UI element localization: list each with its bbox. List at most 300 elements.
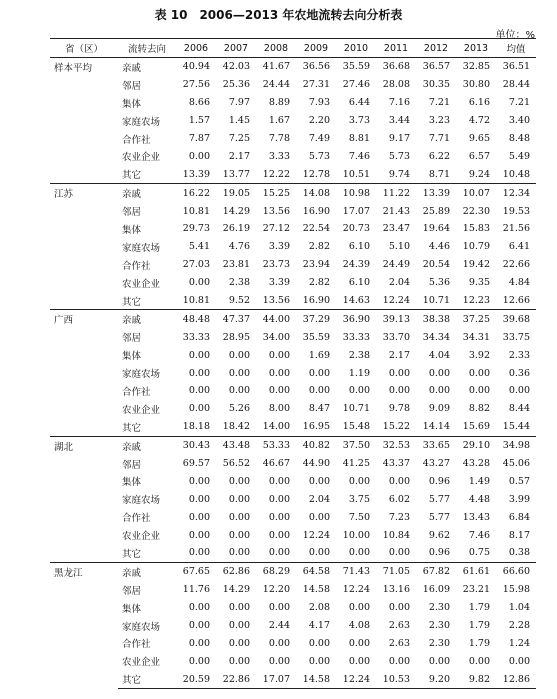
- value-cell: 7.49: [308, 133, 330, 144]
- value-cell: 27.46: [342, 79, 370, 91]
- value-cell: 0.00: [468, 655, 490, 667]
- value-cell: 0.00: [388, 602, 410, 614]
- value-cell: 7.97: [228, 97, 250, 109]
- destination-cell: 邻居: [122, 459, 142, 471]
- value-cell: 4.72: [468, 115, 490, 127]
- destination-cell: 集体: [122, 477, 142, 489]
- value-cell: 5.36: [428, 277, 450, 289]
- value-cell: 8.17: [508, 529, 530, 541]
- value-cell: 20.73: [342, 223, 370, 235]
- table-row: [50, 274, 536, 292]
- value-cell: 32.53: [376, 436, 416, 454]
- value-cell: 0.00: [348, 637, 370, 649]
- value-cell: 0.00: [268, 511, 290, 523]
- destination-cell: 家庭农场: [122, 116, 161, 128]
- value-cell: 12.20: [262, 584, 290, 596]
- value-cell: 3.40: [508, 115, 530, 127]
- value-cell: 2.28: [508, 620, 530, 632]
- column-header: 2010: [343, 42, 369, 54]
- value-cell: 3.73: [348, 115, 370, 127]
- column-header: 2013: [463, 42, 489, 54]
- value-cell: 0.00: [188, 385, 210, 397]
- value-cell: 0.00: [388, 475, 410, 487]
- value-cell: 28.08: [382, 79, 410, 91]
- value-cell: 53.33: [256, 436, 296, 454]
- value-cell: 64.58: [296, 562, 336, 580]
- table-row: [50, 94, 536, 112]
- unit-label: 单位：%: [495, 30, 535, 41]
- value-cell: 0.00: [388, 547, 410, 559]
- table-row: [50, 562, 536, 580]
- value-cell: 0.00: [228, 511, 250, 523]
- value-cell: 0.00: [228, 655, 250, 667]
- value-cell: 15.44: [502, 421, 530, 433]
- value-cell: 12.24: [336, 670, 376, 688]
- value-cell: 1.49: [468, 475, 490, 487]
- value-cell: 0.00: [268, 637, 290, 649]
- value-cell: 36.90: [336, 310, 376, 328]
- value-cell: 6.41: [508, 241, 530, 253]
- value-cell: 14.58: [296, 670, 336, 688]
- destination-cell: 邻居: [122, 333, 142, 345]
- value-cell: 0.00: [228, 529, 250, 541]
- value-cell: 2.38: [228, 277, 250, 289]
- value-cell: 0.75: [468, 547, 490, 559]
- table-row: [50, 544, 536, 562]
- column-header: 2008: [263, 42, 289, 54]
- value-cell: 33.33: [342, 331, 370, 343]
- value-cell: 30.80: [462, 79, 490, 91]
- value-cell: 22.86: [216, 670, 256, 688]
- value-cell: 13.39: [182, 168, 210, 180]
- value-cell: 29.73: [182, 223, 210, 235]
- value-cell: 7.46: [468, 529, 490, 541]
- value-cell: 12.78: [302, 168, 330, 180]
- value-cell: 44.00: [256, 310, 296, 328]
- value-cell: 6.84: [508, 511, 530, 523]
- value-cell: 9.24: [468, 168, 490, 180]
- value-cell: 9.52: [228, 295, 250, 307]
- value-cell: 0.00: [228, 493, 250, 505]
- value-cell: 18.18: [182, 421, 210, 433]
- value-cell: 40.94: [182, 61, 210, 73]
- table-row: [50, 76, 536, 94]
- value-cell: 13.39: [416, 184, 456, 202]
- value-cell: 4.46: [428, 241, 450, 253]
- value-cell: 0.00: [348, 655, 370, 667]
- value-cell: 9.35: [468, 277, 490, 289]
- value-cell: 0.00: [508, 655, 530, 667]
- table-row: [50, 256, 536, 274]
- value-cell: 0.00: [308, 637, 330, 649]
- table-row: [50, 472, 536, 490]
- destination-cell: 亲戚: [122, 62, 142, 74]
- table-row: [50, 526, 536, 544]
- value-cell: 9.82: [456, 670, 496, 688]
- value-cell: 22.54: [302, 223, 330, 235]
- destination-cell: 集体: [122, 224, 142, 236]
- value-cell: 41.67: [262, 61, 290, 73]
- value-cell: 23.47: [382, 223, 410, 235]
- table-row: [50, 652, 536, 670]
- value-cell: 0.00: [268, 547, 290, 559]
- region-cell: 广西: [50, 310, 118, 436]
- destination-cell: 集体: [122, 351, 142, 363]
- value-cell: 0.00: [228, 385, 250, 397]
- value-cell: 2.20: [308, 115, 330, 127]
- value-cell: 2.63: [388, 620, 410, 632]
- value-cell: 10.71: [342, 403, 370, 415]
- value-cell: 25.89: [422, 205, 450, 217]
- table-row: [50, 328, 536, 346]
- value-cell: 0.00: [308, 547, 330, 559]
- value-cell: 2.04: [308, 493, 330, 505]
- table-row: [50, 455, 536, 473]
- column-header: 均值: [506, 44, 526, 55]
- data-table: [50, 38, 536, 689]
- value-cell: 7.25: [228, 133, 250, 144]
- value-cell: 14.08: [296, 184, 336, 202]
- value-cell: 9.74: [388, 168, 410, 180]
- table-row: [50, 238, 536, 256]
- value-cell: 9.17: [388, 133, 410, 144]
- value-cell: 7.21: [508, 97, 530, 109]
- value-cell: 0.00: [188, 150, 210, 162]
- value-cell: 15.48: [342, 421, 370, 433]
- column-header: 流转去向: [127, 44, 166, 55]
- value-cell: 3.75: [348, 493, 370, 505]
- value-cell: 23.21: [462, 584, 490, 596]
- value-cell: 71.05: [376, 562, 416, 580]
- value-cell: 71.43: [336, 562, 376, 580]
- value-cell: 3.92: [468, 349, 490, 361]
- value-cell: 0.00: [188, 475, 210, 487]
- value-cell: 2.38: [348, 349, 370, 361]
- value-cell: 45.06: [502, 458, 530, 470]
- value-cell: 43.37: [382, 458, 410, 470]
- destination-cell: 亲戚: [118, 184, 176, 202]
- value-cell: 3.39: [268, 277, 290, 289]
- value-cell: 43.27: [422, 458, 450, 470]
- value-cell: 6.57: [468, 150, 490, 162]
- value-cell: 23.94: [302, 259, 330, 271]
- table-row: [50, 58, 536, 76]
- table-row: [50, 292, 536, 310]
- table-row: [50, 508, 536, 526]
- table-row: [50, 635, 536, 653]
- value-cell: 0.00: [228, 367, 250, 379]
- value-cell: 7.50: [348, 511, 370, 523]
- value-cell: 35.59: [342, 61, 370, 73]
- value-cell: 10.48: [502, 168, 530, 180]
- table-row: [50, 490, 536, 508]
- value-cell: 1.45: [228, 115, 250, 127]
- destination-cell: 家庭农场: [122, 495, 161, 507]
- value-cell: 0.00: [308, 385, 330, 397]
- table-row: [50, 165, 536, 183]
- value-cell: 1.57: [188, 115, 210, 127]
- value-cell: 3.39: [268, 241, 290, 253]
- value-cell: 19.42: [462, 259, 490, 271]
- value-cell: 4.48: [468, 493, 490, 505]
- table-body: [50, 58, 536, 689]
- value-cell: 4.17: [308, 620, 330, 632]
- value-cell: 26.19: [222, 223, 250, 235]
- value-cell: 7.46: [348, 150, 370, 162]
- value-cell: 9.20: [416, 670, 456, 688]
- value-cell: 28.95: [222, 331, 250, 343]
- value-cell: 33.33: [182, 331, 210, 343]
- value-cell: 0.00: [188, 620, 210, 632]
- value-cell: 67.82: [416, 562, 456, 580]
- value-cell: 2.08: [308, 602, 330, 614]
- value-cell: 5.41: [188, 241, 210, 253]
- value-cell: 0.96: [428, 547, 450, 559]
- value-cell: 69.57: [182, 458, 210, 470]
- value-cell: 0.96: [428, 475, 450, 487]
- table-row: [50, 310, 536, 328]
- destination-cell: 其它: [118, 670, 176, 688]
- value-cell: 16.09: [422, 584, 450, 596]
- value-cell: 7.21: [428, 97, 450, 109]
- destination-cell: 合作社: [122, 513, 151, 525]
- value-cell: 9.78: [388, 403, 410, 415]
- value-cell: 33.75: [502, 331, 530, 343]
- value-cell: 36.56: [302, 61, 330, 73]
- value-cell: 8.81: [348, 133, 370, 144]
- value-cell: 27.31: [302, 79, 330, 91]
- value-cell: 12.24: [302, 529, 330, 541]
- value-cell: 7.23: [388, 511, 410, 523]
- value-cell: 10.81: [182, 205, 210, 217]
- value-cell: 0.00: [188, 602, 210, 614]
- column-header: 2012: [423, 42, 449, 54]
- value-cell: 9.65: [468, 133, 490, 144]
- destination-cell: 农业企业: [122, 152, 161, 164]
- table-row: [50, 617, 536, 635]
- value-cell: 12.23: [462, 295, 490, 307]
- destination-cell: 家庭农场: [122, 369, 161, 381]
- destination-cell: 家庭农场: [122, 621, 161, 633]
- value-cell: 13.56: [262, 205, 290, 217]
- value-cell: 16.90: [302, 205, 330, 217]
- value-cell: 0.57: [508, 475, 530, 487]
- value-cell: 0.00: [188, 367, 210, 379]
- value-cell: 47.37: [216, 310, 256, 328]
- table-row: [50, 436, 536, 454]
- value-cell: 10.51: [342, 168, 370, 180]
- value-cell: 22.66: [502, 259, 530, 271]
- value-cell: 1.79: [468, 602, 490, 614]
- value-cell: 7.71: [428, 133, 450, 144]
- value-cell: 9.09: [428, 403, 450, 415]
- value-cell: 67.65: [176, 562, 216, 580]
- value-cell: 1.67: [268, 115, 290, 127]
- value-cell: 28.44: [502, 79, 530, 91]
- value-cell: 15.98: [502, 584, 530, 596]
- value-cell: 0.00: [308, 367, 330, 379]
- value-cell: 0.00: [268, 655, 290, 667]
- value-cell: 24.49: [382, 259, 410, 271]
- value-cell: 15.69: [462, 421, 490, 433]
- value-cell: 0.00: [268, 493, 290, 505]
- value-cell: 10.71: [422, 295, 450, 307]
- destination-cell: 合作社: [122, 134, 151, 146]
- value-cell: 0.00: [268, 529, 290, 541]
- value-cell: 5.77: [428, 493, 450, 505]
- value-cell: 39.13: [376, 310, 416, 328]
- table-row: [50, 202, 536, 220]
- value-cell: 0.00: [308, 655, 330, 667]
- value-cell: 23.81: [222, 259, 250, 271]
- table-row: [50, 112, 536, 130]
- value-cell: 4.84: [508, 277, 530, 289]
- destination-cell: 邻居: [122, 80, 142, 92]
- value-cell: 10.98: [336, 184, 376, 202]
- table-row: [50, 382, 536, 400]
- value-cell: 2.17: [388, 349, 410, 361]
- value-cell: 30.35: [422, 79, 450, 91]
- value-cell: 2.30: [428, 637, 450, 649]
- value-cell: 0.00: [228, 637, 250, 649]
- value-cell: 62.86: [216, 562, 256, 580]
- value-cell: 20.54: [422, 259, 450, 271]
- table-row: [50, 184, 536, 202]
- value-cell: 0.00: [228, 547, 250, 559]
- value-cell: 1.04: [508, 602, 530, 614]
- value-cell: 21.56: [502, 223, 530, 235]
- value-cell: 15.22: [382, 421, 410, 433]
- value-cell: 1.19: [348, 367, 370, 379]
- column-header: 2007: [223, 42, 249, 54]
- destination-cell: 合作社: [122, 386, 151, 398]
- value-cell: 5.73: [388, 150, 410, 162]
- value-cell: 13.77: [222, 168, 250, 180]
- value-cell: 8.82: [468, 403, 490, 415]
- destination-cell: 亲戚: [118, 436, 176, 454]
- value-cell: 9.62: [428, 529, 450, 541]
- value-cell: 6.22: [428, 150, 450, 162]
- value-cell: 12.66: [502, 295, 530, 307]
- value-cell: 13.16: [382, 584, 410, 596]
- value-cell: 8.47: [308, 403, 330, 415]
- value-cell: 0.00: [348, 475, 370, 487]
- value-cell: 6.10: [348, 241, 370, 253]
- value-cell: 8.00: [268, 403, 290, 415]
- value-cell: 12.24: [382, 295, 410, 307]
- value-cell: 0.38: [508, 547, 530, 559]
- value-cell: 19.64: [422, 223, 450, 235]
- value-cell: 0.00: [508, 385, 530, 397]
- value-cell: 10.79: [462, 241, 490, 253]
- destination-cell: 农业企业: [122, 657, 161, 669]
- value-cell: 8.48: [508, 133, 530, 144]
- value-cell: 39.68: [496, 310, 536, 328]
- value-cell: 0.00: [428, 655, 450, 667]
- table-row: [50, 364, 536, 382]
- value-cell: 40.82: [296, 436, 336, 454]
- destination-cell: 亲戚: [118, 562, 176, 580]
- value-cell: 10.00: [342, 529, 370, 541]
- value-cell: 0.00: [268, 349, 290, 361]
- value-cell: 5.77: [428, 511, 450, 523]
- value-cell: 0.00: [188, 529, 210, 541]
- value-cell: 66.60: [496, 562, 536, 580]
- table-row: [50, 346, 536, 364]
- value-cell: 16.22: [176, 184, 216, 202]
- value-cell: 0.00: [308, 475, 330, 487]
- value-cell: 61.61: [456, 562, 496, 580]
- value-cell: 14.58: [302, 584, 330, 596]
- value-cell: 13.43: [462, 511, 490, 523]
- value-cell: 29.10: [456, 436, 496, 454]
- destination-cell: 农业企业: [122, 404, 161, 416]
- value-cell: 10.53: [376, 670, 416, 688]
- value-cell: 46.67: [262, 458, 290, 470]
- value-cell: 33.65: [416, 436, 456, 454]
- destination-cell: 农业企业: [122, 278, 161, 290]
- destination-cell: 集体: [122, 603, 142, 615]
- value-cell: 0.00: [348, 547, 370, 559]
- value-cell: 3.23: [428, 115, 450, 127]
- value-cell: 0.00: [268, 475, 290, 487]
- region-cell: 样本平均: [54, 63, 93, 74]
- region-cell: 江苏: [50, 184, 118, 310]
- table-row: [50, 147, 536, 165]
- table-row: [50, 220, 536, 238]
- table-row: [50, 670, 536, 688]
- table-title: 表 10 2006—2013 年农地流转去向分析表: [154, 8, 403, 22]
- value-cell: 5.73: [308, 150, 330, 162]
- value-cell: 20.59: [176, 670, 216, 688]
- value-cell: 42.03: [222, 61, 250, 73]
- value-cell: 23.73: [262, 259, 290, 271]
- value-cell: 0.00: [308, 511, 330, 523]
- value-cell: 10.07: [456, 184, 496, 202]
- value-cell: 0.00: [348, 602, 370, 614]
- value-cell: 6.02: [388, 493, 410, 505]
- value-cell: 0.00: [388, 655, 410, 667]
- value-cell: 6.10: [348, 277, 370, 289]
- value-cell: 34.34: [422, 331, 450, 343]
- value-cell: 7.78: [268, 133, 290, 144]
- value-cell: 11.22: [376, 184, 416, 202]
- value-cell: 2.30: [428, 602, 450, 614]
- value-cell: 14.29: [222, 205, 250, 217]
- value-cell: 4.76: [228, 241, 250, 253]
- value-cell: 19.05: [216, 184, 256, 202]
- value-cell: 0.00: [268, 602, 290, 614]
- value-cell: 24.44: [262, 79, 290, 91]
- table-row: [50, 130, 536, 148]
- value-cell: 1.79: [468, 637, 490, 649]
- value-cell: 14.63: [342, 295, 370, 307]
- value-cell: 0.00: [468, 367, 490, 379]
- value-cell: 2.44: [268, 620, 290, 632]
- column-header: 2009: [303, 42, 329, 54]
- value-cell: 5.10: [388, 241, 410, 253]
- value-cell: 36.51: [502, 61, 530, 73]
- value-cell: 34.98: [496, 436, 536, 454]
- destination-cell: 合作社: [122, 260, 151, 272]
- table-row: [50, 581, 536, 599]
- value-cell: 32.85: [462, 61, 490, 73]
- destination-cell: 其它: [122, 548, 142, 560]
- value-cell: 0.00: [268, 385, 290, 397]
- value-cell: 1.69: [308, 349, 330, 361]
- value-cell: 16.95: [302, 421, 330, 433]
- value-cell: 27.12: [262, 223, 290, 235]
